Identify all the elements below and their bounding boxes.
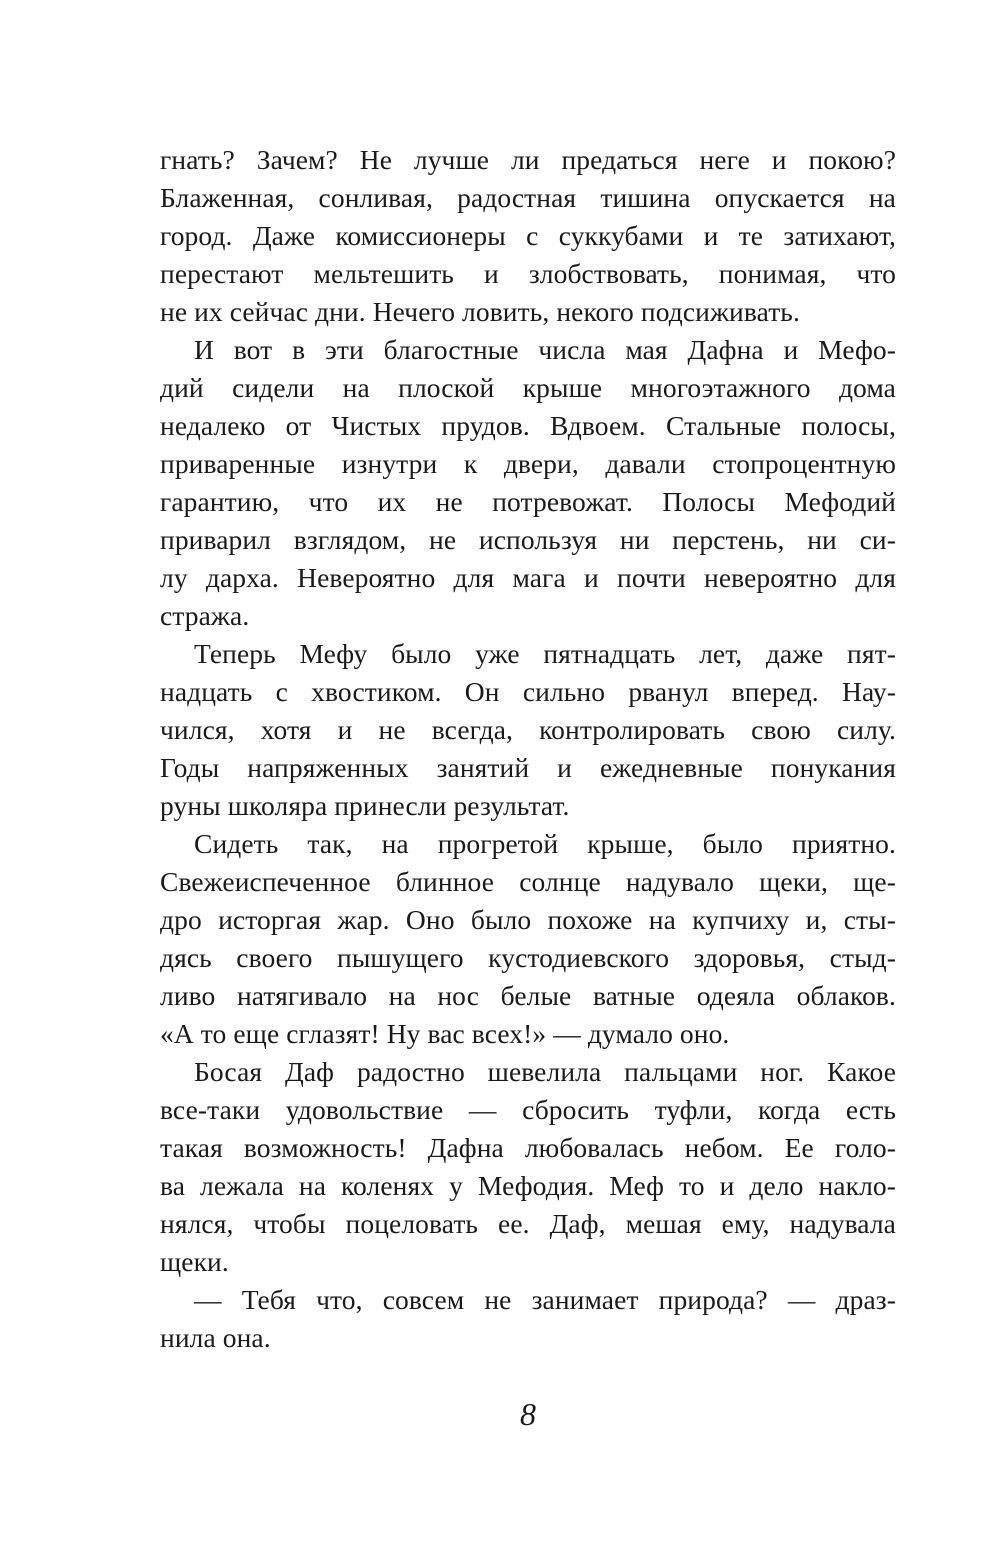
text-line: все-таки удовольствие — сбросить туфли, когда есть [160,1094,896,1125]
text-line: ва лежала на коленях у Мефодия. Меф то и дело накло- [160,1170,896,1201]
text-line: нила она. [160,1322,271,1353]
text-line: не их сейчас дни. Нечего ловить, некого подсиживать. [160,296,800,327]
text-line: Теперь Мефу было уже пятнадцать лет, даже пят- [194,638,896,669]
text-line: лу дарха. Невероятно для мага и почти невероятно для [160,562,896,593]
text-line: такая возможность! Дафна любовалась небом. Ее голо- [160,1132,896,1163]
text-line: И вот в эти благостные числа мая Дафна и Мефо- [194,334,896,365]
text-line: перестают мельтешить и злобствовать, понимая, что [160,258,896,289]
text-line: ливо натягивало на нос белые ватные одеяла облаков. [160,980,896,1011]
text-line: дий сидели на плоской крыше многоэтажного дома [160,372,896,403]
page-text [160,141,896,1357]
text-line: Свежеиспеченное блинное солнце надувало щеки, ще- [160,866,896,897]
text-line: Босая Даф радостно шевелила пальцами ног. Какое [194,1056,896,1087]
text-line: руны школяра принесли результат. [160,790,570,821]
page-number: 8 [520,1396,536,1432]
text-line: гарантию, что их не потревожат. Полосы Мефодий [160,486,896,517]
text-line: надцать с хвостиком. Он сильно рванул вперед. Нау- [160,676,896,707]
text-line: — Тебя что, совсем не занимает природа? — драз- [194,1284,896,1315]
text-line: недалеко от Чистых прудов. Вдвоем. Стальные полосы, [160,410,896,441]
text-line: дясь своего пышущего кустодиевского здоровья, стыд- [160,942,896,973]
text-line: Блаженная, сонливая, радостная тишина опускается на [160,182,896,213]
text-line: «А то еще сглазят! Ну вас всех!» — думало оно. [160,1018,730,1049]
text-line: щеки. [160,1246,229,1277]
text-line: Сидеть так, на прогретой крыше, было приятно. [194,828,896,859]
text-line: стража. [160,600,250,631]
text-line: приваренные изнутри к двери, давали стопроцентную [160,448,896,479]
text-line: Годы напряженных занятий и ежедневные понукания [160,752,896,783]
text-line: гнать? Зачем? Не лучше ли предаться неге и покою? [160,144,896,175]
text-line: чился, хотя и не всегда, контролировать свою силу. [160,714,896,745]
text-line: дро исторгая жар. Оно было похоже на купчиху и, сты- [160,904,896,935]
text-line: нялся, чтобы поцеловать ее. Даф, мешая ему, надувала [160,1208,896,1239]
text-line: город. Даже комиссионеры с суккубами и те затихают, [160,220,896,251]
text-line: приварил взглядом, не используя ни перстень, ни си- [160,524,896,555]
